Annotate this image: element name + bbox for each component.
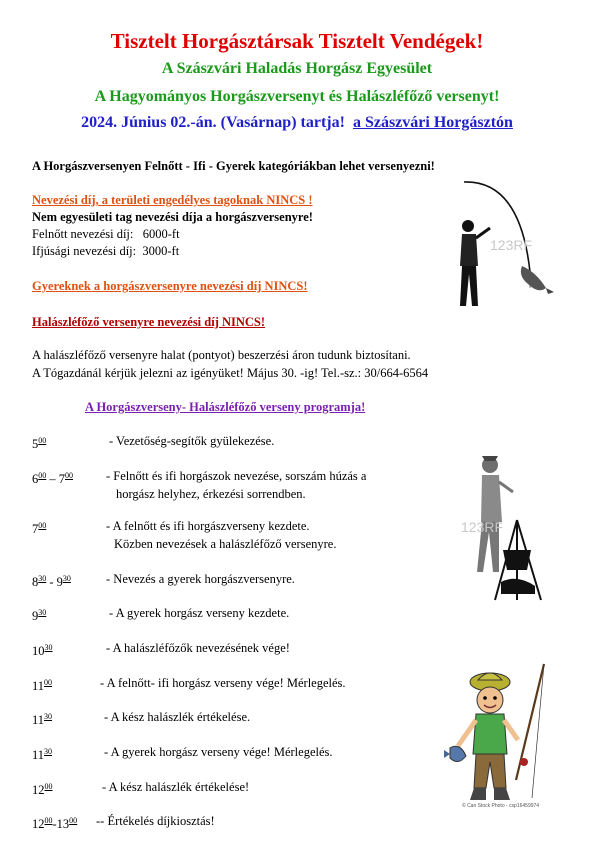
schedule-desc: - Vezetőség-segítők gyülekezése. — [109, 434, 275, 448]
schedule-desc: - A gyerek horgász verseny vége! Mérlegelés. — [104, 745, 333, 759]
youth-fee-value: 3000-ft — [142, 244, 180, 258]
event-date-line — [0, 111, 594, 135]
schedule-time: $11^{30}$ — [32, 712, 53, 727]
adult-fee-value: 6000-ft — [142, 227, 180, 241]
schedule-desc: - A kész halászlék értékelése. — [104, 710, 251, 724]
schedule-row — [32, 640, 290, 659]
youth-fee-row — [32, 243, 179, 259]
schedule-row — [32, 605, 290, 624]
event-name: A Hagyományos Horgászversenyt és Halászléfőző versenyt! — [94, 88, 500, 105]
kid-image-credit: © Can Stock Photo - csp16459974 — [462, 803, 540, 809]
schedule-row — [32, 675, 346, 694]
club-name: A Szászvári Haladás Horgász Egyesület — [161, 60, 433, 77]
youth-fee-label: Ifjúsági nevezési díj: — [32, 244, 137, 258]
cook-watermark: 123RF — [461, 519, 504, 535]
fisherman-illustration — [450, 180, 560, 312]
adult-fee-row — [32, 226, 180, 242]
schedule-time: $7^{00}$ — [32, 521, 47, 536]
schedule-time: $5^{00}$ — [32, 436, 47, 451]
adult-fee-label: Felnőtt nevezési díj: — [32, 227, 134, 241]
member-fee-notice: Nevezési díj, a területi engedélyes tagoknak NINCS ! — [32, 193, 313, 207]
categories-intro: A Horgászversenyen Felnőtt - Ifi - Gyerek kategóriákban lehet versenyezni! — [32, 159, 435, 173]
schedule-row — [32, 518, 337, 551]
schedule-time: $6^{00} - 7^{00}$ — [32, 471, 73, 486]
schedule-row — [32, 433, 275, 452]
fish-info-line2: A Tógazdánál kérjük jelezni az igényüket! Május 30. -ig! Tel.-sz.: 30/664-6564 — [32, 366, 429, 380]
schedule-desc: -- Értékelés díjkiosztás! — [96, 814, 215, 828]
schedule-time: $9^{30}$ — [32, 608, 47, 623]
schedule-desc-cont: horgász helyhez, érkezési sorrendben. — [116, 487, 306, 501]
schedule-row — [32, 813, 215, 832]
schedule-desc-cont: Közben nevezések a halászléfőző versenyre. — [114, 537, 337, 551]
schedule-desc: - A halászléfőzők nevezésének vége! — [106, 641, 290, 655]
title-greeting: Tisztelt Horgásztársak Tisztelt Vendégek! — [110, 29, 484, 53]
kid-fisher-illustration — [440, 662, 560, 810]
schedule-desc: - A felnőtt és ifi horgászverseny kezdete. — [106, 519, 310, 533]
schedule-desc: - Nevezés a gyerek horgászversenyre. — [106, 572, 295, 586]
schedule-time: $12^{00}$ — [32, 782, 53, 797]
program-title: A Horgászverseny- Halászléfőző verseny programja! — [85, 400, 366, 414]
children-fee-notice: Gyereknek a horgászversenyre nevezési díj NINCS! — [32, 279, 308, 293]
schedule-time: $8^{30} - 9^{30}$ — [32, 574, 71, 589]
schedule-row — [32, 468, 367, 501]
schedule-time: $10^{30}$ — [32, 643, 53, 658]
fisherman-watermark: 123RF — [490, 237, 533, 253]
schedule-desc: - A kész halászlék értékelése! — [102, 780, 250, 794]
schedule-desc: - A felnőtt- ifi horgász verseny vége! Mérlegelés. — [100, 676, 346, 690]
event-date: 2024. Június 02.-án. (Vasárnap) tartja! — [81, 114, 345, 131]
schedule-time: $11^{30}$ — [32, 747, 53, 762]
cook-illustration — [455, 452, 555, 604]
schedule-time: $12^{00}-13^{00}$ — [32, 816, 78, 831]
non-member-fee-heading: Nem egyesületi tag nevezési díja a horgászversenyre! — [32, 210, 313, 224]
schedule-desc: - Felnőtt és ifi horgászok nevezése, sorszám húzás a — [106, 469, 367, 483]
header — [0, 26, 594, 135]
fish-info-line1: A halászléfőző versenyre halat (pontyot) beszerzési áron tudunk biztosítani. — [32, 348, 411, 362]
schedule-row — [32, 709, 251, 728]
schedule-time: $11^{00}$ — [32, 678, 53, 693]
schedule-row — [32, 744, 333, 763]
schedule-desc: - A gyerek horgász verseny kezdete. — [109, 606, 290, 620]
schedule-row — [32, 779, 250, 798]
venue-link[interactable]: a Szászvári Horgásztón — [352, 114, 513, 131]
schedule-row — [32, 571, 295, 590]
cooking-fee-notice: Halászléfőző versenyre nevezési díj NINCS! — [32, 315, 266, 329]
